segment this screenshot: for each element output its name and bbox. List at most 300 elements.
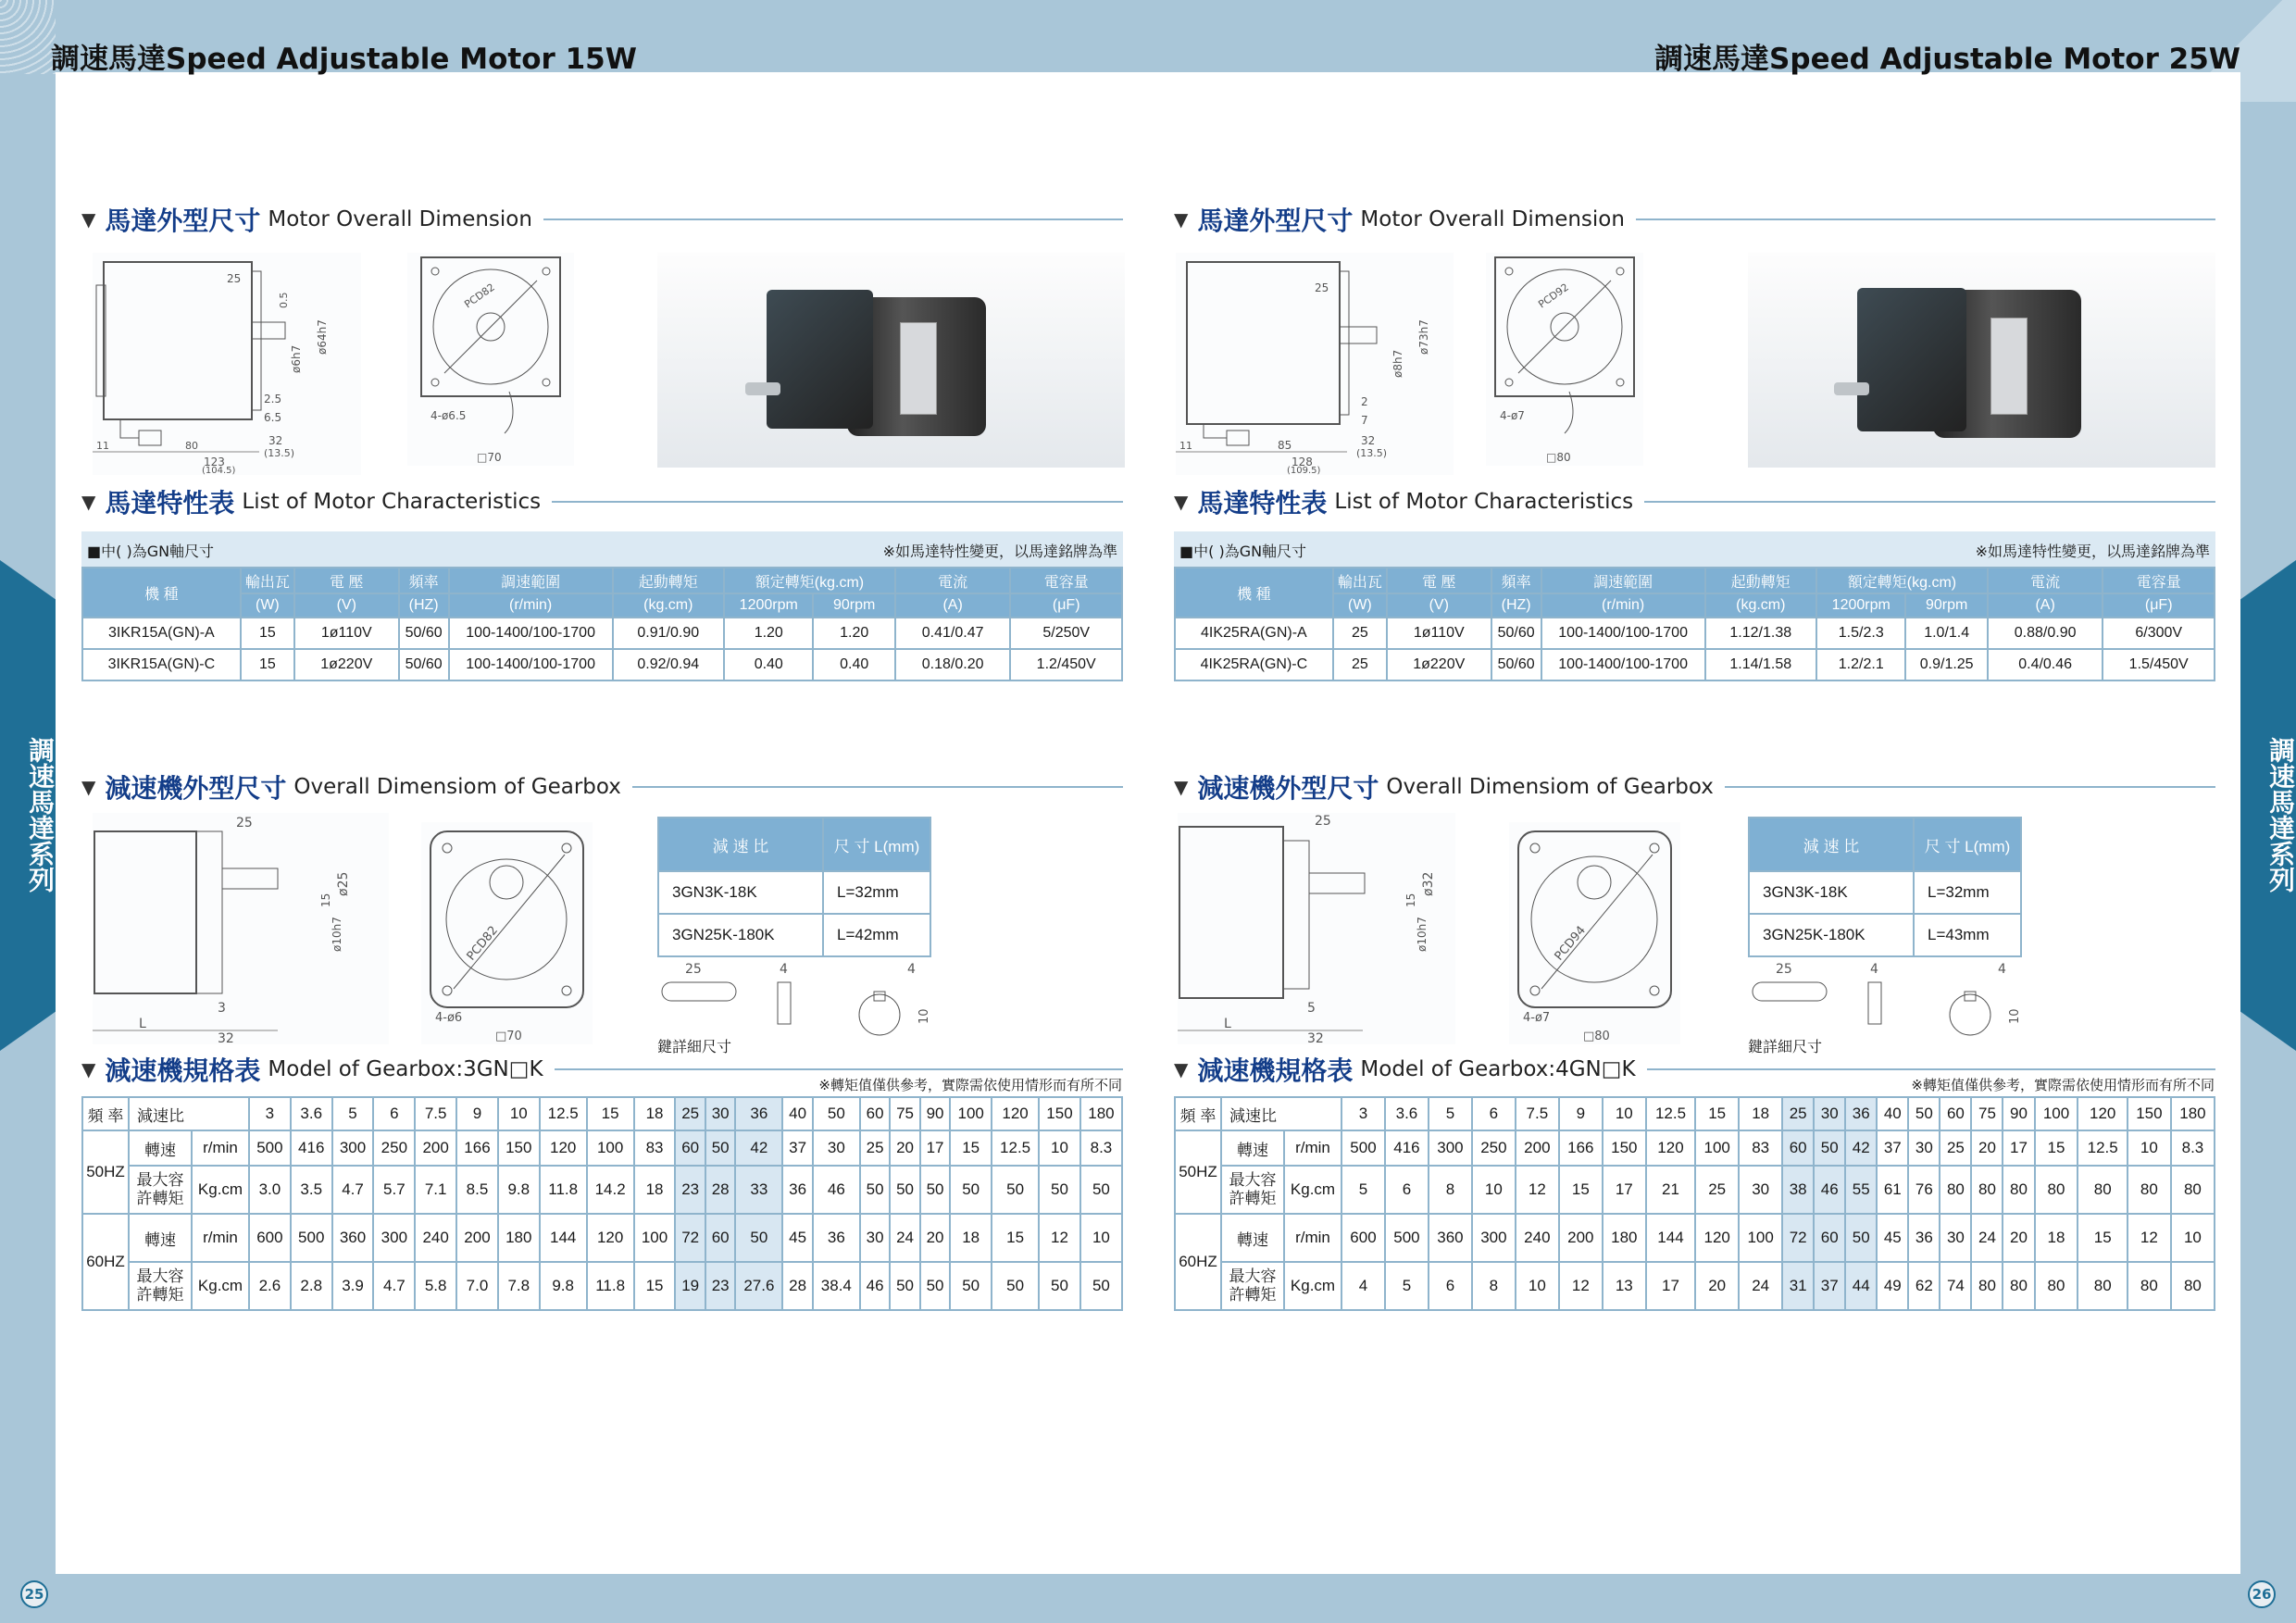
value-cell: 416 [291, 1130, 332, 1166]
value-cell: 120 [1695, 1214, 1739, 1262]
triangle-icon: ▼ [1174, 776, 1189, 798]
value-cell: 80 [2003, 1262, 2034, 1310]
section-rule [1647, 1068, 2215, 1070]
value-cell: 30 [1908, 1130, 1940, 1166]
value-cell: 9.8 [498, 1166, 540, 1214]
value-cell: 100 [587, 1130, 634, 1166]
section-rule [552, 501, 1123, 503]
table-row [1749, 914, 2021, 956]
section-motor-characteristics [1174, 486, 2215, 518]
cell: L=42mm [823, 914, 930, 956]
value-cell: 80 [2078, 1166, 2127, 1214]
value-cell: 83 [634, 1130, 676, 1166]
section-title-en: Overall Dimensiom of Gearbox [293, 775, 621, 799]
cell: 0.4/0.46 [1988, 649, 2103, 680]
section-title-en: Motor Overall Dimension [1360, 207, 1625, 231]
header-90rpm: 90rpm [813, 593, 894, 618]
value-cell: 21 [1646, 1166, 1695, 1214]
table-row [82, 618, 1122, 649]
cell: 50/60 [1491, 618, 1541, 649]
value-cell: 300 [373, 1214, 415, 1262]
value-cell: 45 [1877, 1214, 1908, 1262]
cell: 100-1400/100-1700 [1541, 618, 1705, 649]
value-cell: 76 [1908, 1166, 1940, 1214]
value-cell: 72 [1782, 1214, 1814, 1262]
value-cell: 80 [2035, 1166, 2078, 1214]
value-cell: 8.3 [2171, 1130, 2215, 1166]
value-cell: 7.1 [415, 1166, 456, 1214]
value-cell: 33 [735, 1166, 782, 1214]
nameplate [900, 322, 937, 415]
dim-holes: 4-ø6.5 [430, 409, 467, 422]
value-cell: 37 [1814, 1262, 1845, 1310]
key-dim-25: 25 [685, 962, 702, 977]
section-title-en: Overall Dimensiom of Gearbox [1386, 775, 1714, 799]
dim-pcd: PCD94 [1552, 923, 1590, 964]
value-cell: 27.6 [735, 1262, 782, 1310]
ratio-header-cell: 10 [498, 1097, 540, 1130]
header-start-torque: 起動轉矩 [1705, 568, 1817, 593]
value-cell: 50 [950, 1262, 992, 1310]
dim-shaft: ø10h7 [1416, 917, 1429, 952]
value-cell: 30 [1940, 1214, 1971, 1262]
ratio-table [1748, 817, 2022, 957]
ratio-header-cell: 36 [1845, 1097, 1877, 1130]
dim-15: 15 [319, 893, 332, 907]
label-speed: 轉速 [129, 1214, 192, 1262]
corner-decoration [0, 0, 56, 74]
ratio-header-cell: 75 [1971, 1097, 2003, 1130]
ratio-header-cell: 180 [1080, 1097, 1122, 1130]
header-voltage: 電 壓 [294, 568, 399, 593]
section-motor-dimension [1174, 204, 2215, 235]
cell: 25 [1333, 618, 1387, 649]
value-cell: 72 [675, 1214, 705, 1262]
dim-flange-diameter: ø64h7 [316, 319, 329, 355]
note-gn-shaft: ■中( )為GN軸尺寸 [87, 543, 215, 560]
ratio-header-cell: 30 [1814, 1097, 1845, 1130]
value-cell: 50 [735, 1214, 782, 1262]
cell: 50/60 [399, 649, 449, 680]
cell: 15 [241, 618, 294, 649]
dim-pcd: PCD92 [1536, 281, 1571, 311]
section-title-zh: 馬達外型尺寸 [105, 206, 261, 236]
header-model: 機 種 [82, 568, 241, 618]
value-cell: 15 [634, 1262, 676, 1310]
gearbox-spec-table [1174, 1096, 2215, 1311]
value-cell: 10 [1080, 1214, 1122, 1262]
ratio-header-cell: 12.5 [1646, 1097, 1695, 1130]
ratio-header-cell: 25 [1782, 1097, 1814, 1130]
header-90rpm: 90rpm [1905, 593, 1987, 618]
value-cell: 50 [1039, 1262, 1080, 1310]
triangle-icon: ▼ [1174, 491, 1189, 513]
motor-photo [657, 253, 1125, 468]
value-cell: 18 [950, 1214, 992, 1262]
ratio-header-cell: 15 [587, 1097, 634, 1130]
cell: 1ø220V [1387, 649, 1491, 680]
value-cell: 50 [950, 1166, 992, 1214]
value-cell: 30 [860, 1214, 890, 1262]
section-rule [1644, 501, 2215, 503]
key-caption: 鍵詳細尺寸 [657, 1038, 732, 1055]
value-cell: 8 [1429, 1166, 1472, 1214]
cell: 4IK25RA(GN)-A [1175, 618, 1333, 649]
value-cell: 180 [498, 1214, 540, 1262]
dim-holes: 4-ø7 [1523, 1011, 1551, 1025]
section-rule [543, 218, 1123, 220]
value-cell: 19 [675, 1262, 705, 1310]
dim-104-5: (104.5) [202, 466, 236, 475]
triangle-icon: ▼ [81, 1058, 96, 1080]
header-1200rpm: 1200rpm [724, 593, 813, 618]
left-page [56, 72, 1148, 1574]
shaft [1834, 382, 1869, 395]
ratio-header-cell: 50 [1908, 1097, 1940, 1130]
value-cell: 150 [498, 1130, 540, 1166]
side-label-left: 調速馬達系列 [25, 737, 56, 893]
value-cell: 37 [1877, 1130, 1908, 1166]
ratio-header-cell: 6 [373, 1097, 415, 1130]
header-voltage: 電 壓 [1387, 568, 1491, 593]
table-row [658, 914, 930, 956]
dim-6-5: 6.5 [264, 411, 282, 424]
cell: L=43mm [1914, 914, 2021, 956]
dim-square: □80 [1583, 1030, 1610, 1043]
ratio-header-cell: 50 [813, 1097, 860, 1130]
value-cell: 15 [1559, 1166, 1603, 1214]
value-cell: 50 [992, 1262, 1039, 1310]
dim-square: □70 [495, 1030, 522, 1043]
key-detail-drawing [1748, 959, 2026, 1042]
header-rated-torque: 額定轉矩(kg.cm) [1816, 568, 1988, 593]
value-cell: 20 [920, 1214, 950, 1262]
value-cell: 150 [1603, 1130, 1646, 1166]
dim-11: 11 [1179, 440, 1192, 452]
label-torque-b: 許轉矩 [136, 1286, 184, 1304]
value-cell: 100 [634, 1214, 676, 1262]
label-torque-a: 最大容 [1229, 1267, 1277, 1285]
header-freq: 頻率 [1491, 568, 1541, 593]
value-cell: 83 [1739, 1130, 1782, 1166]
nameplate [1990, 318, 2028, 415]
header-ratio: 減速比 [129, 1097, 249, 1130]
ratio-header-cell: 60 [860, 1097, 890, 1130]
cell: 6/300V [2103, 618, 2215, 649]
value-cell: 5.7 [373, 1166, 415, 1214]
value-cell: 7.8 [498, 1262, 540, 1310]
dim-holes: 4-ø7 [1500, 409, 1525, 422]
unit-kgcm: Kg.cm [1284, 1166, 1341, 1214]
cell: 1ø110V [294, 618, 399, 649]
header-range-unit: (r/min) [449, 593, 613, 618]
cell: 100-1400/100-1700 [449, 618, 613, 649]
section-title-zh: 馬達外型尺寸 [1197, 206, 1354, 236]
cell: 100-1400/100-1700 [1541, 649, 1705, 680]
table-row [1175, 649, 2215, 680]
section-title-zh: 減速機規格表 [1197, 1055, 1354, 1086]
header-current: 電流 [895, 568, 1011, 593]
section-rule [1725, 786, 2215, 788]
header-start-unit: (kg.cm) [1705, 593, 1817, 618]
value-cell: 6 [1385, 1166, 1429, 1214]
value-cell: 50 [1080, 1166, 1122, 1214]
value-cell: 17 [1603, 1166, 1646, 1214]
value-cell: 15 [2078, 1214, 2127, 1262]
value-cell: 45 [782, 1214, 812, 1262]
dim-13-5: (13.5) [264, 447, 295, 459]
section-motor-characteristics [81, 486, 1123, 518]
cell: 15 [241, 649, 294, 680]
value-cell: 55 [1845, 1166, 1877, 1214]
value-cell: 240 [1516, 1214, 1559, 1262]
section-motor-dimension [81, 204, 1123, 235]
ratio-header-cell: 60 [1940, 1097, 1971, 1130]
dim-0-5: 0.5 [278, 292, 290, 308]
ratio-header-cell: 150 [1039, 1097, 1080, 1130]
dim-flange: ø25 [336, 871, 351, 896]
dim-2: 2 [1361, 395, 1368, 408]
value-cell: 12 [1516, 1166, 1559, 1214]
value-cell: 60 [705, 1214, 735, 1262]
unit-rpm: r/min [192, 1214, 249, 1262]
cell: 0.9/1.25 [1905, 649, 1987, 680]
value-cell: 38 [1782, 1166, 1814, 1214]
value-cell: 240 [415, 1214, 456, 1262]
value-cell: 50 [920, 1262, 950, 1310]
section-title-en: List of Motor Characteristics [242, 490, 542, 514]
ratio-header-cell: 5 [332, 1097, 374, 1130]
cell: 1.2/2.1 [1816, 649, 1905, 680]
unit-rpm: r/min [1284, 1214, 1341, 1262]
ratio-header-cell: 25 [675, 1097, 705, 1130]
value-cell: 12.5 [992, 1130, 1039, 1166]
dim-l: L [1224, 1017, 1231, 1031]
value-cell: 9.8 [540, 1262, 587, 1310]
value-cell: 36 [813, 1214, 860, 1262]
right-page [1148, 72, 2240, 1574]
value-cell: 36 [782, 1166, 812, 1214]
value-cell: 300 [332, 1130, 374, 1166]
section-title-zh: 減速機規格表 [105, 1055, 261, 1086]
dim-13-5: (13.5) [1356, 447, 1388, 459]
value-cell: 600 [249, 1214, 291, 1262]
value-cell: 416 [1385, 1130, 1429, 1166]
value-cell: 80 [2171, 1166, 2215, 1214]
cell: 50/60 [399, 618, 449, 649]
section-title-en: List of Motor Characteristics [1334, 490, 1634, 514]
cell: 3IKR15A(GN)-A [82, 618, 241, 649]
value-cell: 28 [782, 1262, 812, 1310]
section-gearbox-dimension [1174, 771, 2215, 803]
ratio-header-cell: 3 [1341, 1097, 1385, 1130]
value-cell: 50 [992, 1166, 1039, 1214]
key-dim-10: 10 [917, 1008, 931, 1024]
cell: 1.2/450V [1010, 649, 1122, 680]
value-cell: 6 [1429, 1262, 1472, 1310]
triangle-icon: ▼ [81, 491, 96, 513]
value-cell: 500 [1385, 1214, 1429, 1262]
value-cell: 50 [920, 1166, 950, 1214]
value-cell: 120 [540, 1130, 587, 1166]
header-current: 電流 [1988, 568, 2103, 593]
section-rule [632, 786, 1123, 788]
ratio-header-cell: 100 [950, 1097, 992, 1130]
header-range-unit: (r/min) [1541, 593, 1705, 618]
value-cell: 24 [890, 1214, 919, 1262]
header-current-unit: (A) [895, 593, 1011, 618]
cell: 100-1400/100-1700 [449, 649, 613, 680]
cell: 3GN25K-180K [1749, 914, 1914, 956]
motor-side-drawing [93, 253, 361, 475]
gearbox-side-drawing [1178, 813, 1455, 1044]
table-note-bar [81, 531, 1123, 567]
gearbox-front-drawing [1509, 822, 1680, 1044]
value-cell: 62 [1908, 1262, 1940, 1310]
header-ratio: 減 速 比 [658, 818, 823, 871]
value-cell: 46 [1814, 1166, 1845, 1214]
value-cell: 13 [1603, 1262, 1646, 1310]
value-cell: 11.8 [540, 1166, 587, 1214]
value-cell: 200 [1559, 1214, 1603, 1262]
ratio-header-cell: 5 [1429, 1097, 1472, 1130]
value-cell: 200 [415, 1130, 456, 1166]
ratio-header-cell: 3 [249, 1097, 291, 1130]
value-cell: 80 [2171, 1262, 2215, 1310]
value-cell: 10 [2171, 1214, 2215, 1262]
value-cell: 120 [1646, 1130, 1695, 1166]
motor-front-drawing [407, 253, 574, 466]
freq-50hz: 50HZ [82, 1130, 129, 1214]
section-gearbox-dimension [81, 771, 1123, 803]
header-size: 尺 寸 L(mm) [823, 818, 930, 871]
value-cell: 200 [456, 1214, 498, 1262]
cell: 3GN3K-18K [1749, 871, 1914, 914]
value-cell: 3.9 [332, 1262, 374, 1310]
value-cell: 4 [1341, 1262, 1385, 1310]
dim-32: 32 [1307, 1031, 1324, 1044]
value-cell: 5 [1385, 1262, 1429, 1310]
unit-kgcm: Kg.cm [192, 1262, 249, 1310]
cell: 1.5/450V [2103, 649, 2215, 680]
value-cell: 11.8 [587, 1262, 634, 1310]
ratio-header-cell: 100 [2035, 1097, 2078, 1130]
key-dim-25: 25 [1776, 962, 1792, 977]
unit-rpm: r/min [192, 1130, 249, 1166]
header-cap-unit: (μF) [2103, 593, 2215, 618]
header-range: 調速範圍 [449, 568, 613, 593]
value-cell: 17 [2003, 1130, 2034, 1166]
ratio-header-cell: 15 [1695, 1097, 1739, 1130]
dim-25: 25 [1315, 814, 1331, 829]
freq-60hz: 60HZ [82, 1214, 129, 1310]
dim-flange-diameter: ø73h7 [1417, 319, 1430, 355]
value-cell: 49 [1877, 1262, 1908, 1310]
section-title-zh: 減速機外型尺寸 [105, 773, 287, 804]
dim-shaft-diameter: ø8h7 [1391, 349, 1404, 378]
value-cell: 250 [373, 1130, 415, 1166]
value-cell: 15 [950, 1130, 992, 1166]
header-model: 機 種 [1175, 568, 1333, 618]
table-row [658, 871, 930, 914]
key-dim-4: 4 [1870, 962, 1878, 977]
label-torque-a: 最大容 [1229, 1171, 1277, 1189]
dim-7: 7 [1361, 414, 1368, 427]
ratio-header-cell: 3.6 [291, 1097, 332, 1130]
table-row [82, 649, 1122, 680]
dim-15: 15 [1404, 893, 1417, 907]
cell: 5/250V [1010, 618, 1122, 649]
header-size: 尺 寸 L(mm) [1914, 818, 2021, 871]
value-cell: 25 [1695, 1166, 1739, 1214]
ratio-header-cell: 90 [2003, 1097, 2034, 1130]
header-ratio: 減 速 比 [1749, 818, 1914, 871]
key-dim-4: 4 [780, 962, 788, 977]
value-cell: 80 [2003, 1166, 2034, 1214]
ratio-header-cell: 3.6 [1385, 1097, 1429, 1130]
value-cell: 42 [1845, 1130, 1877, 1166]
section-title-en: Model of Gearbox:4GN□K [1360, 1057, 1636, 1081]
header-current-unit: (A) [1988, 593, 2103, 618]
value-cell: 15 [992, 1214, 1039, 1262]
dim-l: L [139, 1017, 146, 1031]
cell: 0.88/0.90 [1988, 618, 2103, 649]
value-cell: 23 [705, 1262, 735, 1310]
value-cell: 5.8 [415, 1262, 456, 1310]
gearbox-note: ※轉矩值僅供參考，實際需依使用情形而有所不同 [818, 1077, 1122, 1093]
ratio-header-cell: 40 [1877, 1097, 1908, 1130]
value-cell: 60 [675, 1130, 705, 1166]
freq-50hz: 50HZ [1175, 1130, 1221, 1214]
note-nameplate: ※如馬達特性變更，以馬達銘牌為準 [882, 543, 1117, 560]
cell: 0.92/0.94 [613, 649, 725, 680]
value-cell: 25 [1940, 1130, 1971, 1166]
page-title-left: 調速馬達Speed Adjustable Motor 15W [51, 43, 637, 76]
dim-square: □80 [1546, 451, 1571, 464]
ratio-header-cell: 90 [920, 1097, 950, 1130]
freq-60hz: 60HZ [1175, 1214, 1221, 1310]
header-start-torque: 起動轉矩 [613, 568, 725, 593]
unit-rpm: r/min [1284, 1130, 1341, 1166]
label-torque-a: 最大容 [136, 1171, 184, 1189]
dim-11: 11 [96, 440, 109, 452]
value-cell: 80 [2128, 1166, 2171, 1214]
cell: L=32mm [1914, 871, 2021, 914]
section-title-zh: 馬達特性表 [105, 488, 235, 518]
header-ratio: 減速比 [1221, 1097, 1341, 1130]
section-title-en: Model of Gearbox:3GN□K [268, 1057, 543, 1081]
value-cell: 37 [782, 1130, 812, 1166]
page-title-right: 調速馬達Speed Adjustable Motor 25W [1654, 43, 2240, 76]
cell: 0.18/0.20 [895, 649, 1011, 680]
value-cell: 180 [1603, 1214, 1646, 1262]
value-cell: 8.5 [456, 1166, 498, 1214]
note-nameplate: ※如馬達特性變更，以馬達銘牌為準 [1975, 543, 2210, 560]
value-cell: 15 [2035, 1130, 2078, 1166]
ratio-table [657, 817, 931, 957]
dim-25: 25 [227, 272, 242, 285]
side-label-right: 調速馬達系列 [2265, 737, 2296, 893]
label-speed: 轉速 [129, 1130, 192, 1166]
cell: 0.91/0.90 [613, 618, 725, 649]
value-cell: 360 [332, 1214, 374, 1262]
dim-square: □70 [477, 451, 502, 464]
label-torque-a: 最大容 [136, 1267, 184, 1285]
value-cell: 50 [1814, 1130, 1845, 1166]
value-cell: 3.5 [291, 1166, 332, 1214]
value-cell: 46 [813, 1166, 860, 1214]
dim-128: 128 [1292, 456, 1313, 468]
